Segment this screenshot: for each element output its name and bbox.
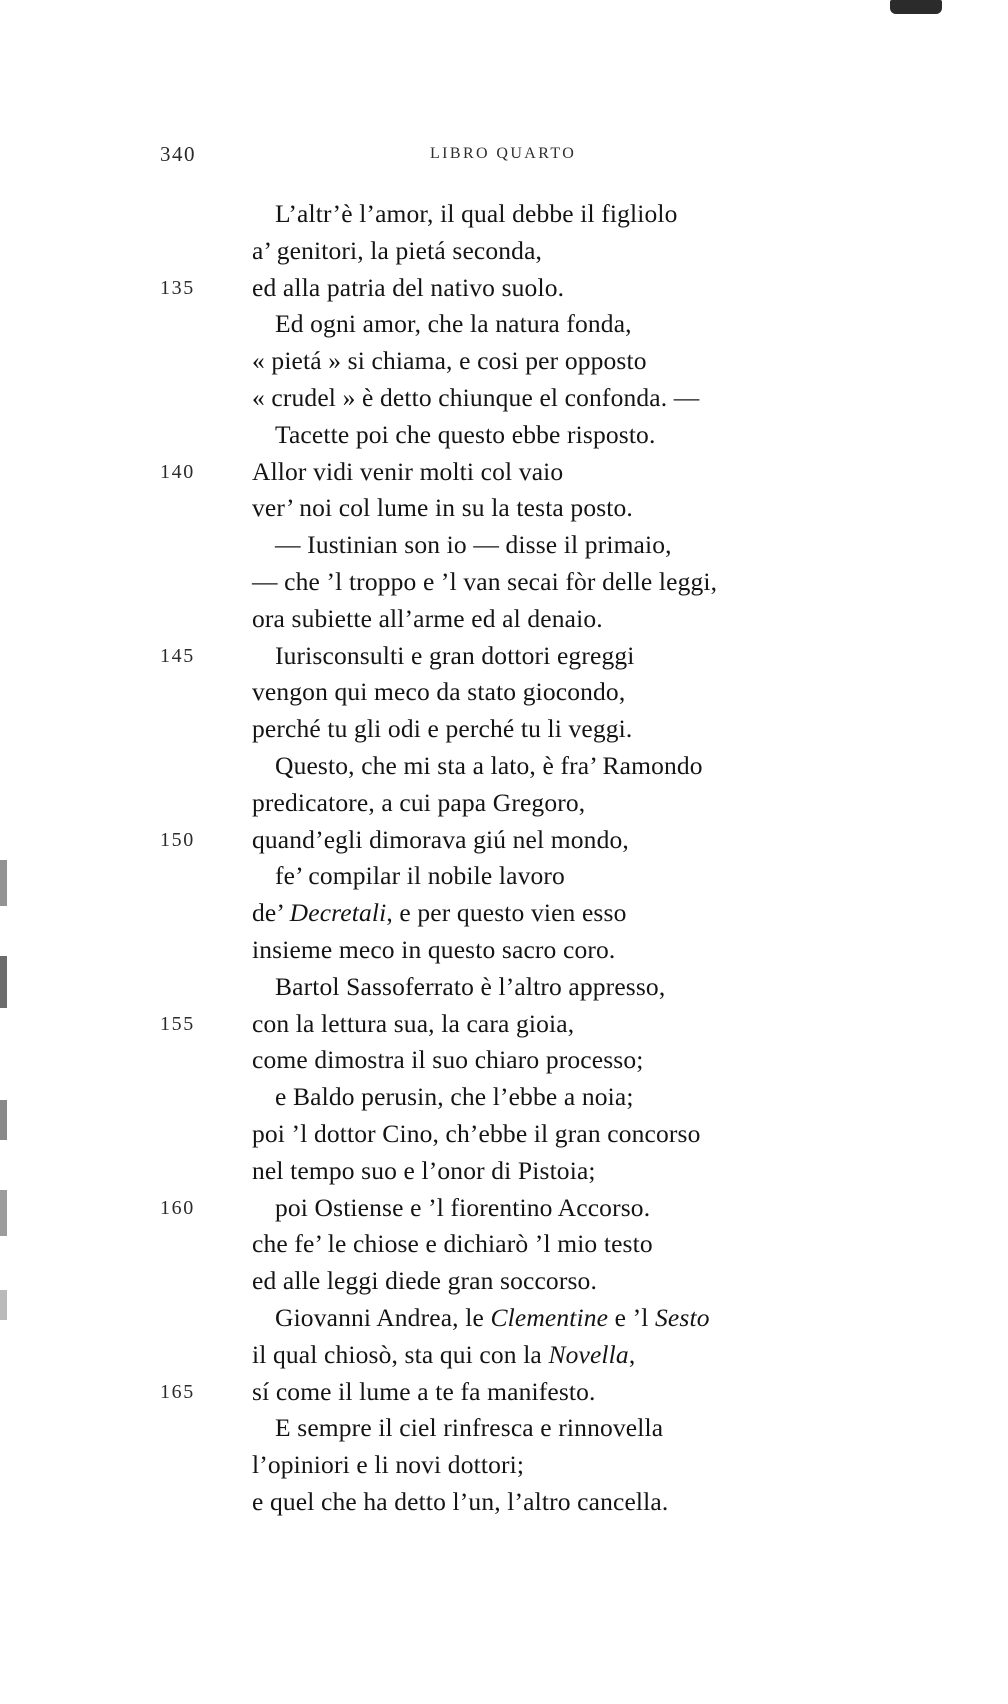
verse-line-text: nel tempo suo e l’onor di Pistoia; bbox=[252, 1155, 596, 1185]
verse-line-text: ora subiette all’arme ed al denaio. bbox=[252, 603, 603, 633]
verse-line-text: « pietá » si chiama, e cosi per opposto bbox=[252, 346, 647, 376]
verse-line-text: vengon qui meco da stato giocondo, bbox=[252, 677, 626, 707]
edge-mark bbox=[0, 860, 7, 906]
verse-line-number: 135 bbox=[160, 276, 195, 299]
verse-line bbox=[160, 895, 950, 932]
verse-line-number: 150 bbox=[160, 828, 195, 851]
verse-line-text: ed alla patria del nativo suolo. bbox=[252, 272, 565, 302]
verse-line-text: sí come il lume a te fa manifesto. bbox=[252, 1376, 596, 1406]
verse-line bbox=[160, 1410, 950, 1447]
edge-mark bbox=[0, 1100, 7, 1140]
verse-line bbox=[160, 711, 950, 748]
verse-line-text: de’ Decretali, e per questo vien esso bbox=[252, 898, 627, 928]
verse-block bbox=[160, 196, 950, 1521]
verse-line-text: Questo, che mi sta a lato, è fra’ Ramondo bbox=[275, 750, 703, 780]
verse-line-text: « crudel » è detto chiunque el confonda. — bbox=[252, 382, 700, 412]
verse-line-number: 140 bbox=[160, 460, 195, 483]
verse-line bbox=[160, 527, 950, 564]
verse-line-number: 145 bbox=[160, 644, 195, 667]
verse-line bbox=[160, 233, 950, 270]
verse-line-text: poi Ostiense e ’l fiorentino Accorso. bbox=[275, 1192, 651, 1222]
verse-line bbox=[160, 1226, 950, 1263]
verse-line bbox=[160, 270, 950, 307]
verse-line bbox=[160, 785, 950, 822]
verse-line bbox=[160, 343, 950, 380]
verse-line bbox=[160, 638, 950, 675]
verse-line bbox=[160, 1300, 950, 1337]
verse-line-text: — che ’l troppo e ’l van secai fòr delle leggi, bbox=[252, 566, 718, 596]
verse-line-text: ver’ noi col lume in su la testa posto. bbox=[252, 493, 633, 523]
verse-line bbox=[160, 454, 950, 491]
verse-line-number: 155 bbox=[160, 1012, 195, 1035]
verse-line-text: poi ’l dottor Cino, ch’ebbe il gran concorso bbox=[252, 1118, 701, 1148]
verse-line bbox=[160, 1447, 950, 1484]
verse-line bbox=[160, 417, 950, 454]
verse-line-text: quand’egli dimorava giú nel mondo, bbox=[252, 824, 629, 854]
verse-line bbox=[160, 1006, 950, 1043]
verse-line-text: predicatore, a cui papa Gregoro, bbox=[252, 787, 586, 817]
page-number: 340 bbox=[160, 142, 196, 166]
verse-line-text: come dimostra il suo chiaro processo; bbox=[252, 1045, 644, 1075]
verse-line-text: Giovanni Andrea, le Clementine e ’l Sesto bbox=[275, 1302, 710, 1332]
verse-line-text: Tacette poi che questo ebbe risposto. bbox=[275, 419, 656, 449]
verse-line-text: a’ genitori, la pietá seconda, bbox=[252, 235, 543, 265]
verse-line-text: ed alle leggi diede gran soccorso. bbox=[252, 1266, 597, 1296]
verse-line bbox=[160, 601, 950, 638]
edge-mark bbox=[0, 1190, 7, 1236]
verse-line bbox=[160, 748, 950, 785]
verse-line bbox=[160, 969, 950, 1006]
verse-line-number: 165 bbox=[160, 1380, 195, 1403]
verse-line-text: l’opiniori e li novi dottori; bbox=[252, 1450, 525, 1480]
verse-line bbox=[160, 674, 950, 711]
verse-line bbox=[160, 380, 950, 417]
running-head bbox=[160, 142, 860, 164]
verse-line bbox=[160, 822, 950, 859]
verse-line bbox=[160, 1263, 950, 1300]
scan-artifact-top bbox=[890, 0, 942, 14]
verse-line-text: perché tu gli odi e perché tu li veggi. bbox=[252, 714, 633, 744]
verse-line bbox=[160, 306, 950, 343]
verse-line-text: Allor vidi venir molti col vaio bbox=[252, 456, 564, 486]
verse-line-text: fe’ compilar il nobile lavoro bbox=[275, 861, 565, 891]
verse-line-text: insieme meco in questo sacro coro. bbox=[252, 934, 616, 964]
verse-line-text: e quel che ha detto l’un, l’altro cancella. bbox=[252, 1486, 669, 1516]
verse-line bbox=[160, 490, 950, 527]
scan-artifact-left-edge bbox=[0, 860, 10, 1380]
verse-line-text: Bartol Sassoferrato è l’altro appresso, bbox=[275, 971, 666, 1001]
verse-line-text: e Baldo perusin, che l’ebbe a noia; bbox=[275, 1082, 634, 1112]
verse-line-text: che fe’ le chiose e dichiarò ’l mio testo bbox=[252, 1229, 653, 1259]
verse-line-text: E sempre il ciel rinfresca e rinnovella bbox=[275, 1413, 664, 1443]
edge-mark bbox=[0, 1290, 7, 1320]
verse-line-text: Ed ogni amor, che la natura fonda, bbox=[275, 309, 632, 339]
verse-line bbox=[160, 564, 950, 601]
verse-line bbox=[160, 1374, 950, 1411]
verse-line bbox=[160, 1042, 950, 1079]
verse-line-number: 160 bbox=[160, 1196, 195, 1219]
verse-line-text: L’altr’è l’amor, il qual debbe il figliolo bbox=[275, 199, 678, 228]
verse-line bbox=[160, 1079, 950, 1116]
verse-line bbox=[160, 932, 950, 969]
book-title: LIBRO QUARTO bbox=[430, 145, 577, 162]
verse-line-text: con la lettura sua, la cara gioia, bbox=[252, 1008, 575, 1038]
edge-mark bbox=[0, 956, 7, 1008]
verse-line bbox=[160, 858, 950, 895]
verse-line bbox=[160, 1484, 950, 1521]
verse-line-text: — Iustinian son io — disse il primaio, bbox=[275, 530, 672, 560]
verse-line bbox=[160, 1337, 950, 1374]
verse-line-text: Iurisconsulti e gran dottori egreggi bbox=[275, 640, 635, 670]
verse-line bbox=[160, 1190, 950, 1227]
verse-line bbox=[160, 1116, 950, 1153]
verse-line bbox=[160, 1153, 950, 1190]
verse-line-text: il qual chiosò, sta qui con la Novella, bbox=[252, 1339, 636, 1369]
verse-line bbox=[160, 196, 950, 233]
